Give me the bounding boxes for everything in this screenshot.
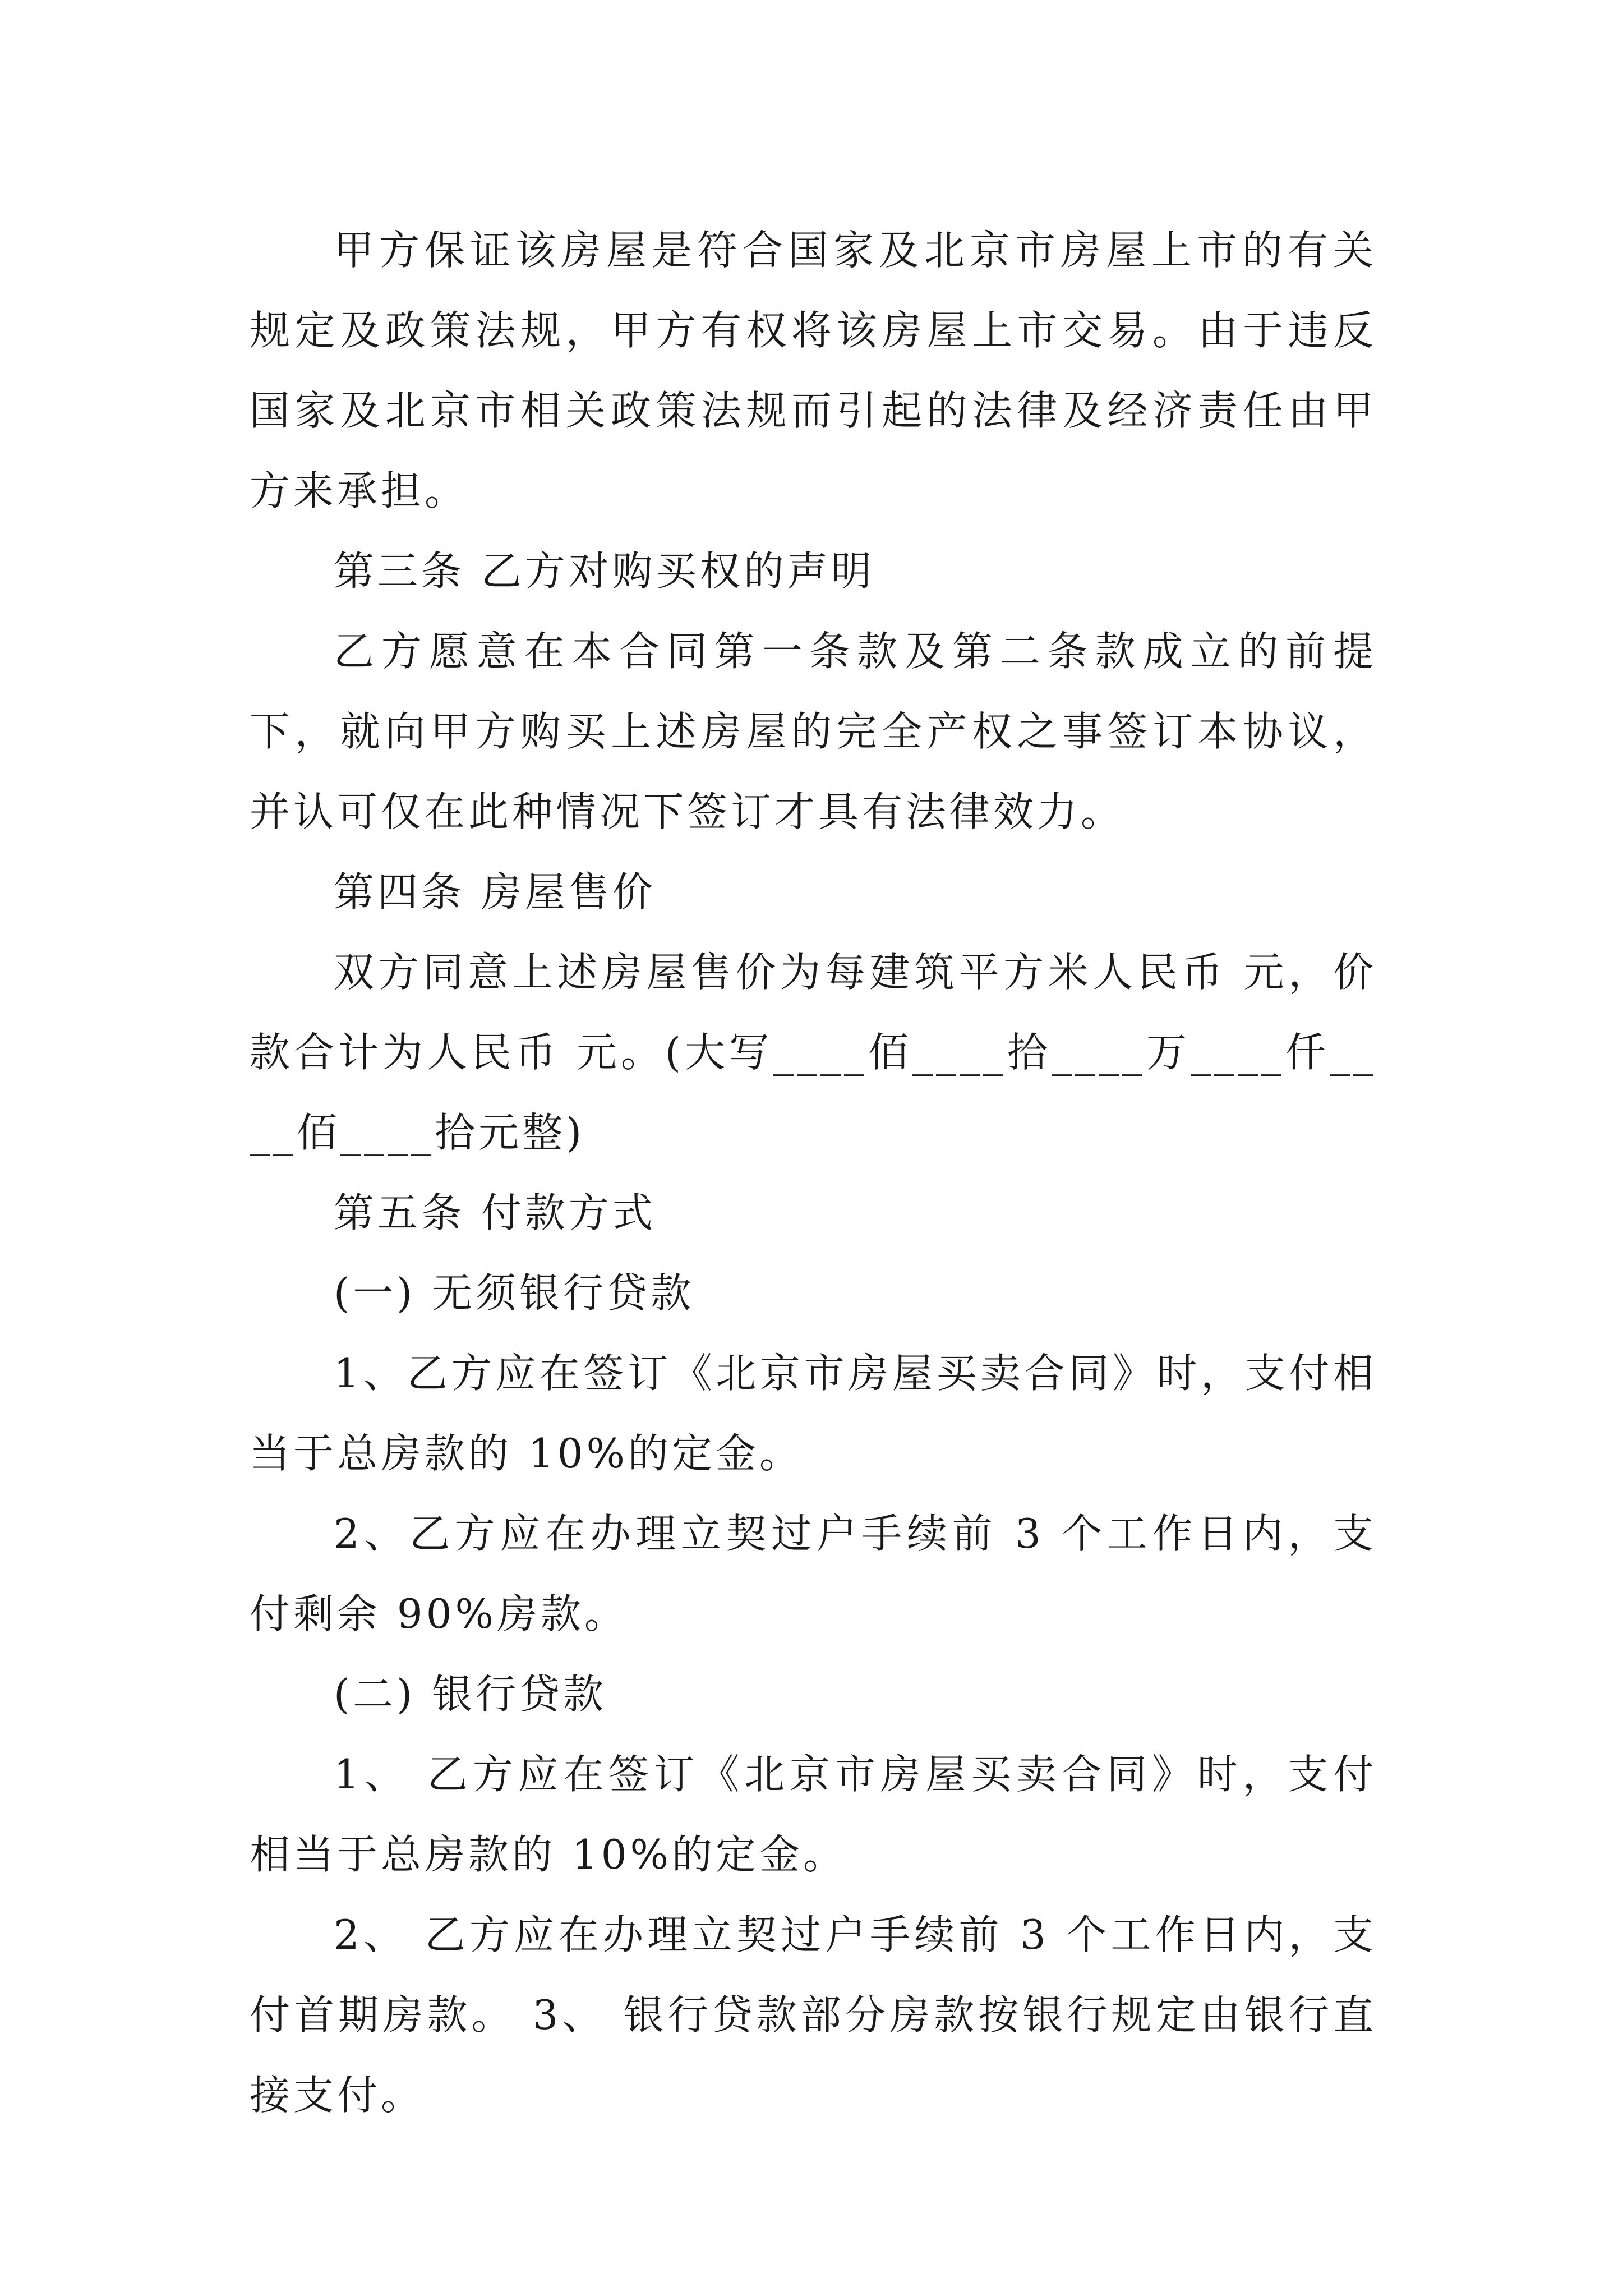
paragraph-no-loan-item-2: 2、乙方应在办理立契过户手续前 3 个工作日内，支付剩余 90%房款。 [250, 1510, 1377, 1637]
paragraph-loan-item-1: 1、 乙方应在签订《北京市房屋买卖合同》时，支付相当于总房款的 10%的定金。 [250, 1751, 1377, 1878]
paragraph-house-price: 双方同意上述房屋售价为每建筑平方米人民币 元，价款合计为人民币 元。(大写____佰____拾____万____仟____佰____拾元整) [250, 949, 1377, 1156]
paragraph-seller-guarantee: 甲方保证该房屋是符合国家及北京市房屋上市的有关规定及政策法规，甲方有权将该房屋上市交易。由于违反国家及北京市相关政策法规而引起的法律及经济责任由甲方来承担。 [250, 227, 1377, 514]
heading-bank-loan: (二) 银行贷款 [334, 1671, 607, 1718]
paragraph-loan-item-2-3: 2、 乙方应在办理立契过户手续前 3 个工作日内，支付首期房款。 3、 银行贷款部分房款按银行规定由银行直接支付。 [250, 1911, 1377, 2119]
document-body [250, 210, 1377, 2136]
paragraph-no-loan-item-1: 1、乙方应在签订《北京市房屋买卖合同》时，支付相当于总房款的 10%的定金。 [250, 1350, 1377, 1477]
heading-article-3: 第三条 乙方对购买权的声明 [334, 547, 875, 595]
heading-article-4: 第四条 房屋售价 [334, 868, 656, 915]
paragraph-buyer-declaration: 乙方愿意在本合同第一条款及第二条款成立的前提下，就向甲方购买上述房屋的完全产权之事签订本协议，并认可仅在此种情况下签订才具有法律效力。 [250, 628, 1377, 835]
heading-no-bank-loan: (一) 无须银行贷款 [334, 1269, 695, 1317]
heading-article-5: 第五条 付款方式 [334, 1189, 656, 1236]
